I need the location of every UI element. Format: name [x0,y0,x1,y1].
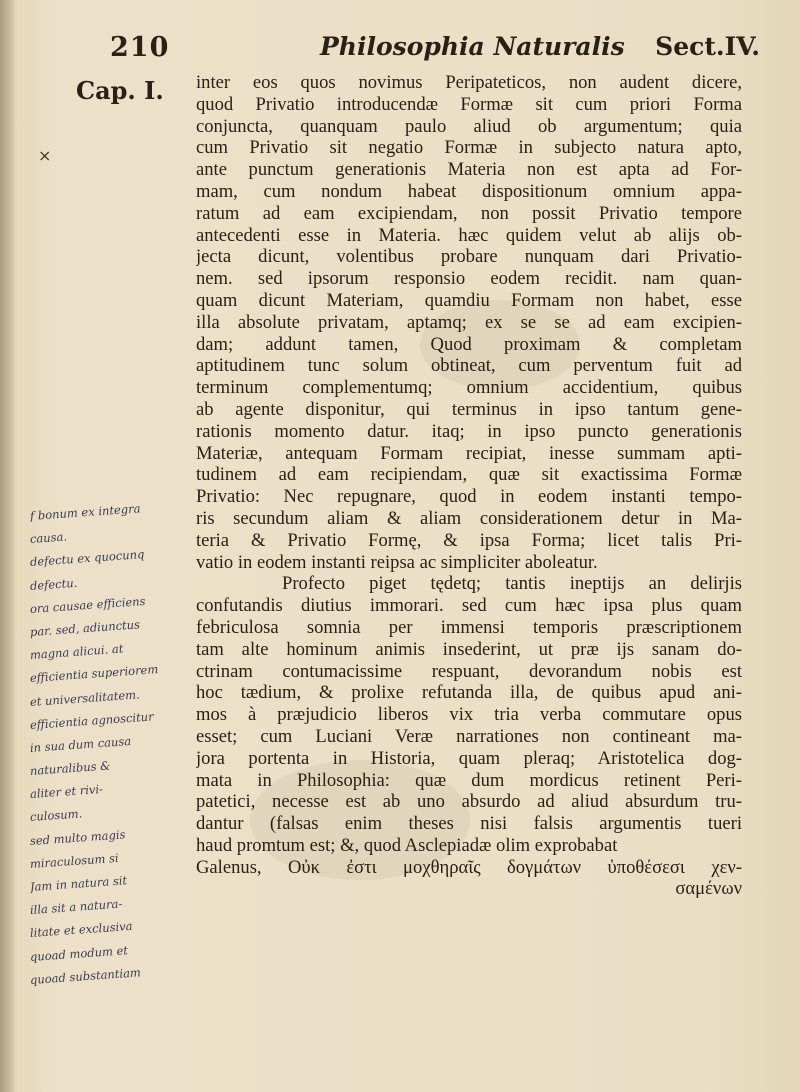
margin-note-line: magna alicui. at [29,641,124,663]
page-gutter [0,0,14,1092]
margin-note-line: illa sit a natura- [29,896,123,918]
margin-note-line: sed multo magis [29,826,126,848]
margin-note-line: efficientia superiorem [29,662,159,686]
text-line: cum Privatio sit negatio Formæ in subjecto natura apto, [196,137,742,159]
text-line: ctrinam contumacissime respuant, devorandum nobis est [196,660,742,682]
margin-note-line: f bonum ex integra [29,501,141,523]
handwritten-margin-note [29,501,200,992]
text-line: nem. sed ipsorum responsio eodem recidit. nam quan- [196,268,742,290]
margin-note-line: quoad substantiam [29,965,142,987]
margin-note-line: miraculosum si [29,850,120,871]
text-line: jecta dicunt, volentibus probare nunquam dari Privatio- [196,246,742,268]
text-line: mam, cum nondum habeat dispositionum omnium appa- [196,180,742,202]
text-line: illa absolute privatam, aptamq; ex se se ad eam excipien- [196,311,742,333]
text-line: ab agente disponitur, qui terminus in ipso tantum gene- [196,398,742,420]
text-line: jora portenta in Historia, quam pleraq; Aristotelica dog- [196,747,742,769]
section-label: Sect.IV. [655,32,760,61]
margin-note-line: quoad modum et [29,942,129,964]
text-line: σαμένων [675,878,742,900]
margin-note-line: defectu ex quocunq [29,547,145,570]
page-header [110,28,760,68]
text-line: dam; addunt tamen, Quod proximam & completam [196,333,742,355]
running-title: Philosophia Naturalis [320,32,625,61]
text-line: febriculosa somnia per immensi temporis præscriptionem [196,616,742,638]
text-line: teria & Privatio Formę, & ipsa Forma; licet talis Pri- [196,529,742,551]
text-line: haud promtum est; &, quod Asclepiadæ olim exprobabat [196,834,618,856]
text-line: quod Privatio introducendæ Formæ sit cum priori Forma [196,93,742,115]
margin-note-line: naturalibus & [29,758,111,779]
margin-note-line: litate et exclusiva [29,919,133,941]
text-line: mos à præjudicio liberos vix tria verba commutare opus [196,704,742,726]
text-line: antecedenti esse in Materia. hæc quidem velut ab alijs ob- [196,224,742,246]
text-line: inter eos quos novimus Peripateticos, non audent dicere, [196,72,742,93]
text-line: ris secundum aliam & aliam considerationem detur in Ma- [196,507,742,529]
text-line: ante punctum generationis Materia non est apta ad For- [196,159,742,181]
body-text [196,72,742,900]
text-line: hoc tædium, & prolixe refutanda illa, de quibus apud ani- [196,682,742,704]
text-line: aptitudinem tunc solum obtineat, cum perventum fuit ad [196,355,742,377]
text-line: rationis momento datur. itaq; in ipso puncto generationis [196,420,742,442]
text-line: confutandis diutius immorari. sed cum hæc ipsa plus quam [196,595,742,617]
margin-note-line: in sua dum causa [29,733,132,755]
text-line: esset; cum Luciani Veræ narrationes non contineant ma- [196,725,742,747]
text-line: Privatio: Nec repugnare, quod in eodem instanti tempo- [196,486,742,508]
text-line: Materiæ, antequam Formam recipiat, inesse summam apti- [196,442,742,464]
margin-note-line: aliter et rivi- [29,782,104,802]
text-line: tam alte hominum animis insederint, ut præ ijs sanam do- [196,638,742,660]
margin-note-line: efficientia agnoscitur [29,709,155,732]
margin-note-line: ora causae efficiens [29,593,146,616]
text-line: terminum complementumq; omnium accidentium, quibus [196,377,742,399]
text-line: ratum ad eam excipiendam, non possit Privatio tempore [196,202,742,224]
text-line: dantur (falsas enim theses nisi falsis argumentis tueri [196,813,742,835]
text-line: mata in Philosophia: quæ dum mordicus retinent Peri- [196,769,742,791]
text-line: tudinem ad eam recipiendam, quæ sit exactissima Formæ [196,464,742,486]
margin-note-line: defectu. [29,575,78,593]
margin-cross-mark: × [38,146,52,165]
margin-note-line: et universalitatem. [29,686,141,709]
page-number: 210 [110,32,170,63]
text-line: vatio in eodem instanti reipsa ac simpliciter aboleatur. [196,551,598,573]
margin-note-line: Jam in natura sit [29,873,128,894]
margin-note-line: culosum. [29,806,83,825]
chapter-label: Cap. I. [76,76,164,105]
text-line: conjuncta, quanquam paulo aliud ob argumentum; quia [196,115,742,137]
text-line: Profecto piget tędetq; tantis ineptijs an delirjis [282,573,742,595]
margin-note-line: par. sed, adiunctus [29,617,141,639]
text-line: quam dicunt Materiam, quamdiu Formam non habet, esse [196,289,742,311]
text-line: Galenus, Οὐκ ἐστι μοχθηραῖς δογμάτων ὑποθέσεσι χεν- [196,856,742,878]
text-line: patetici, necesse est ab uno absurdo ad aliud absurdum tru- [196,791,742,813]
margin-note-line: causa. [29,529,68,547]
